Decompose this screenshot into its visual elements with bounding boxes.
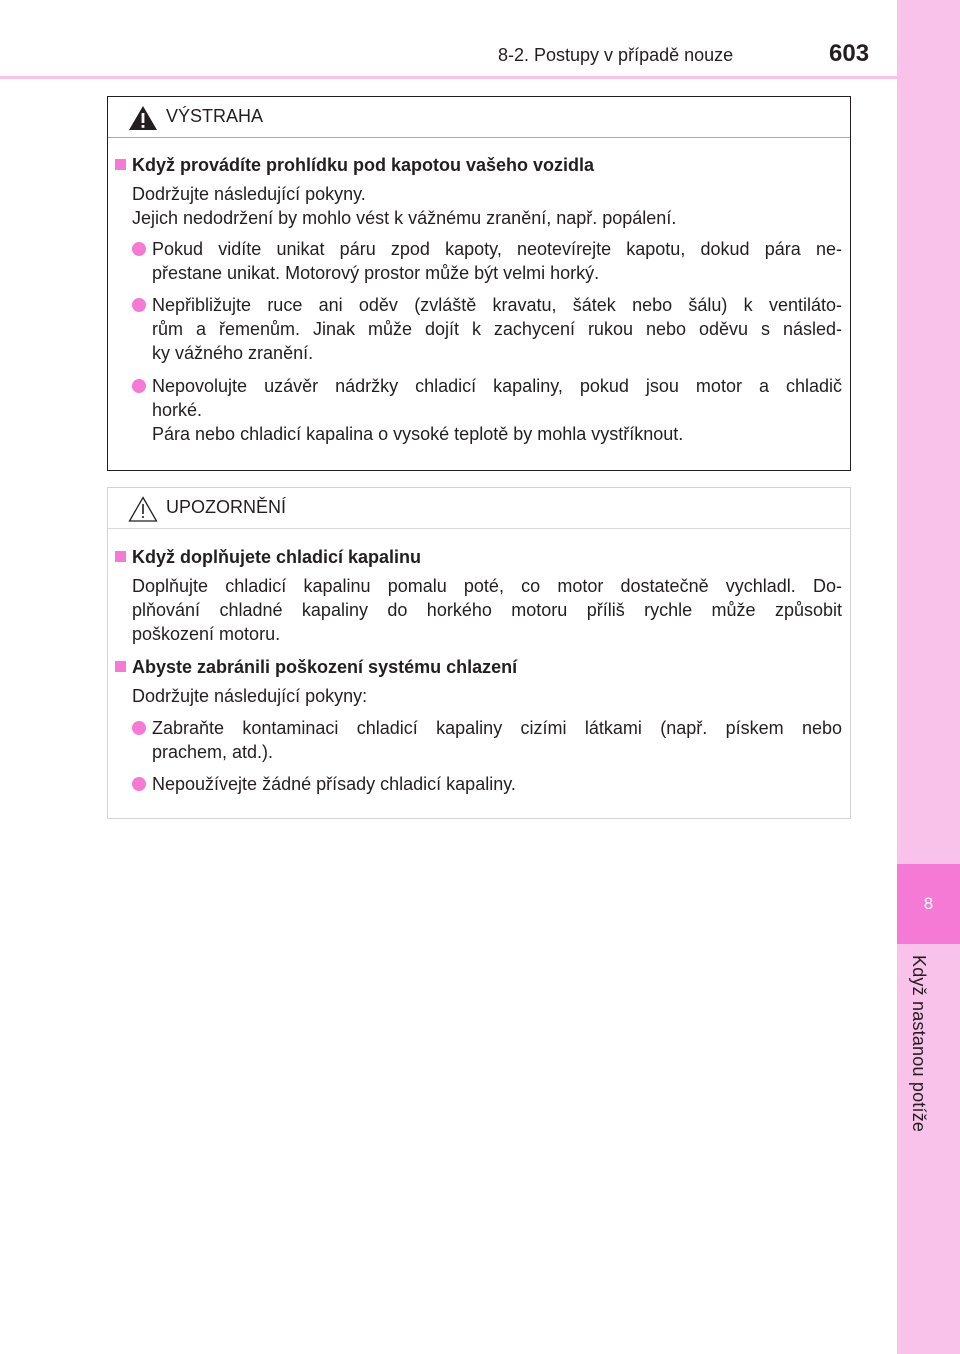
warning-bullet-line: Pokud vidíte unikat páru zpod kapoty, neotevírejte kapotu, dokud pára ne- [152,239,842,259]
chapter-title-label [900,955,956,1255]
caution-bullet-line: prachem, atd.). [152,742,274,762]
warning-icon [128,105,158,131]
caution-title: UPOZORNĚNÍ [166,497,287,517]
caution-heading: Abyste zabránili poškození systému chlazení [132,657,518,677]
caution-box [107,487,851,819]
heading-marker-icon [115,661,126,672]
warning-bullet-line: Nepovolujte uzávěr nádržky chladicí kapaliny, pokud jsou motor a chladič [152,376,842,396]
caution-paragraph-line: plňování chladné kapaliny do horkého motoru příliš rychle může způsobit [132,600,842,620]
caution-bullet-line: Nepoužívejte žádné přísady chladicí kapaliny. [152,774,516,794]
warning-title: VÝSTRAHA [166,106,264,126]
warning-bullet-line: horké. [152,400,203,420]
caution-paragraph-line: poškození motoru. [132,624,281,644]
warning-bullet-line: rům a řemenům. Jinak může dojít k zachycení rukou nebo oděvu s násled- [152,319,842,339]
warning-intro-line: Dodržujte následující pokyny. [132,184,366,204]
warning-intro-line: Jejich nedodržení by mohlo vést k vážnému zranění, např. popálení. [132,208,677,228]
bullet-dot-icon [132,298,146,312]
chapter-number-tab [897,864,960,944]
bullet-dot-icon [132,721,146,735]
caution-heading: Když doplňujete chladicí kapalinu [132,547,422,567]
warning-bullet-line: Nepřibližujte ruce ani oděv (zvláště kravatu, šátek nebo šálu) k ventiláto- [152,295,842,315]
warning-box [107,96,851,471]
warning-heading: Když provádíte prohlídku pod kapotou vašeho vozidla [132,155,595,175]
section-title: 8-2. Postupy v případě nouze [498,45,734,65]
bullet-dot-icon [132,242,146,256]
warning-bullet-line: ky vážného zranění. [152,343,314,363]
chapter-number: 8 [923,894,934,913]
warning-bullet-line: přestane unikat. Motorový prostor může být velmi horký. [152,263,600,283]
heading-marker-icon [115,159,126,170]
header-divider [0,76,897,79]
warning-bullet-line: Pára nebo chladicí kapalina o vysoké teplotě by mohla vystříknout. [152,424,684,444]
heading-marker-icon [115,551,126,562]
caution-paragraph-line: Dodržujte následující pokyny: [132,686,368,706]
bullet-dot-icon [132,379,146,393]
caution-icon [128,496,158,522]
page-number: 603 [829,40,870,67]
caution-box-header [108,488,850,529]
caution-paragraph-line: Doplňujte chladicí kapalinu pomalu poté, co motor dostatečně vychladl. Do- [132,576,842,596]
warning-box-header [108,97,850,138]
bullet-dot-icon [132,777,146,791]
chapter-title: Když nastanou potíže [909,955,929,1133]
caution-bullet-line: Zabraňte kontaminaci chladicí kapaliny cizími látkami (např. pískem nebo [152,718,842,738]
